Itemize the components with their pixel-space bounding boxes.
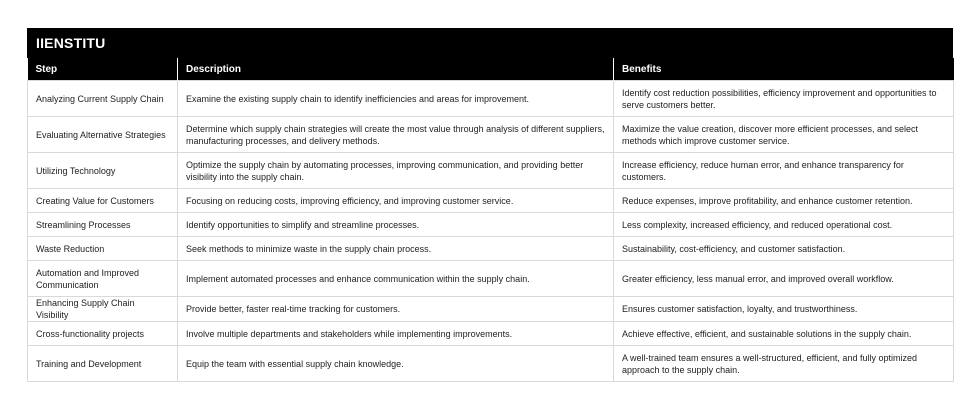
table-row (28, 189, 954, 213)
cell-benefits: Increase efficiency, reduce human error, and enhance transparency for customers. (614, 153, 954, 189)
cell-step: Enhancing Supply Chain Visibility (28, 297, 178, 322)
table-header-row (28, 58, 954, 81)
table-body (28, 81, 954, 382)
table-row (28, 346, 954, 382)
cell-benefits: Ensures customer satisfaction, loyalty, and trustworthiness. (614, 297, 954, 322)
table-row (28, 297, 954, 322)
header-description: Description (178, 58, 614, 81)
table-row (28, 237, 954, 261)
table-row (28, 322, 954, 346)
cell-description: Seek methods to minimize waste in the supply chain process. (178, 237, 614, 261)
header-step: Step (28, 58, 178, 81)
cell-description: Equip the team with essential supply chain knowledge. (178, 346, 614, 382)
cell-description: Provide better, faster real-time tracking for customers. (178, 297, 614, 322)
table-row (28, 153, 954, 189)
cell-step: Training and Development (28, 346, 178, 382)
cell-step: Creating Value for Customers (28, 189, 178, 213)
cell-benefits: Achieve effective, efficient, and sustainable solutions in the supply chain. (614, 322, 954, 346)
cell-benefits: Less complexity, increased efficiency, and reduced operational cost. (614, 213, 954, 237)
table-banner-title: IIENSTITU (27, 28, 953, 58)
cell-benefits: Reduce expenses, improve profitability, and enhance customer retention. (614, 189, 954, 213)
table-row (28, 213, 954, 237)
cell-step: Automation and Improved Communication (28, 261, 178, 297)
supply-chain-table (27, 58, 954, 382)
cell-benefits: Maximize the value creation, discover more efficient processes, and select methods which improve customer service. (614, 117, 954, 153)
content-table-container (27, 28, 953, 382)
cell-description: Focusing on reducing costs, improving efficiency, and improving customer service. (178, 189, 614, 213)
cell-step: Cross-functionality projects (28, 322, 178, 346)
header-benefits: Benefits (614, 58, 954, 81)
cell-description: Optimize the supply chain by automating processes, improving communication, and providing better visibility into the supply chain. (178, 153, 614, 189)
cell-step: Evaluating Alternative Strategies (28, 117, 178, 153)
table-row (28, 117, 954, 153)
cell-step: Streamlining Processes (28, 213, 178, 237)
cell-step: Waste Reduction (28, 237, 178, 261)
cell-description: Identify opportunities to simplify and streamline processes. (178, 213, 614, 237)
table-row (28, 261, 954, 297)
cell-step: Utilizing Technology (28, 153, 178, 189)
cell-description: Examine the existing supply chain to identify inefficiencies and areas for improvement. (178, 81, 614, 117)
cell-benefits: Greater efficiency, less manual error, and improved overall workflow. (614, 261, 954, 297)
cell-description: Implement automated processes and enhance communication within the supply chain. (178, 261, 614, 297)
table-row (28, 81, 954, 117)
cell-benefits: Sustainability, cost-efficiency, and customer satisfaction. (614, 237, 954, 261)
cell-benefits: Identify cost reduction possibilities, efficiency improvement and opportunities to serve customers better. (614, 81, 954, 117)
cell-step: Analyzing Current Supply Chain (28, 81, 178, 117)
cell-description: Determine which supply chain strategies will create the most value through analysis of different suppliers, manufacturing processes, and delivery methods. (178, 117, 614, 153)
cell-benefits: A well-trained team ensures a well-structured, efficient, and fully optimized approach to the supply chain. (614, 346, 954, 382)
cell-description: Involve multiple departments and stakeholders while implementing improvements. (178, 322, 614, 346)
